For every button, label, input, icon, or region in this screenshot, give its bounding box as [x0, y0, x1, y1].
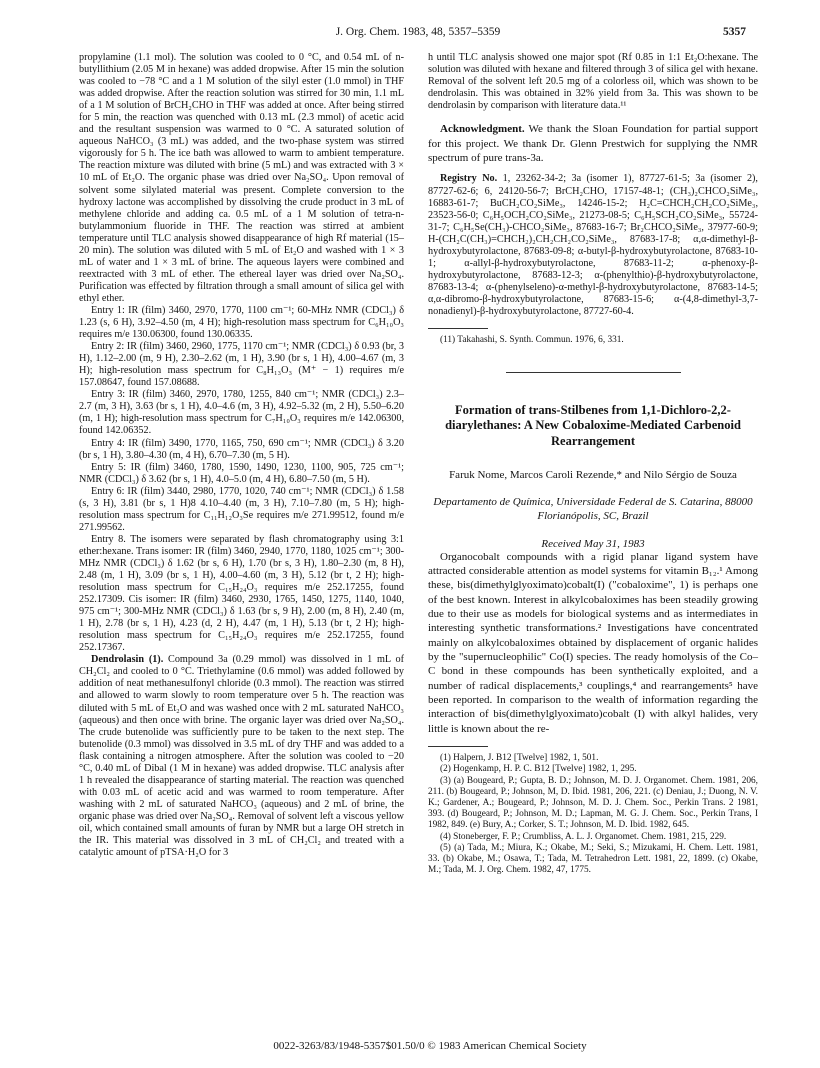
continued-paragraph: h until TLC analysis showed one major spot (Rf 0.85 in 1:1 Et₂O:hexane. The solution was diluted with hexane and filtered through 3 of silica gel with hexane. Removal of the solvent left 20.5 mg of a colorless oil, which was shown to be dendrolasin. This was obtained in 32% yield from 3a. This was shown to be dendrolasin by comparison with literature data.¹¹	[428, 52, 758, 112]
footnote: (3) (a) Bougeard, P.; Gupta, B. D.; Johnson, M. D. J. Organomet. Chem. 1981, 206, 211. (b) Bougeard, P.; Johnson, M, D. Ibid. 1981, 206, 221. (c) Deniau, J.; Duong, N. V. K.; Gardener, A.; Bougeard, P.; Johnson, M. D. J. Chem. Soc., Perkin Trans. 2 1981, 393. (d) Bougeard, P.; Johnson, M. D.; Lapman, M. G. J. Chem. Soc., Perkin Trans, I 1982, 849. (e) Bury, A.; Corker, S. T.; Johnson, M. D. Ibid. 1982, 645.	[428, 775, 758, 831]
experimental-paragraph: propylamine (1.1 mol). The solution was cooled to 0 °C, and 0.54 mL of n-butyllithium (2.05 M in hexane) was added dropwise. After 15 min the solution was cooled to −78 °C and a 1 M solution of the silyl ester (1.0 mmol) in THF was added dropwise. After the reaction solution was stirred for 30 min, 1.1 mL of a 1 M solution of BrCH₂CHO in THF was added at once. After being stirred for 5 min, the reaction was quenched with 0.13 mL (2.3 mmol) of acetic acid and the resultant suspension was warmed to 0 °C. A saturated solution of aqueous NaHCO₃ (3 mL) was added, and the two-phase system was stirred vigorously for 5 h. The ice bath was allowed to warm to ambient temperature. The reaction mixture was diluted with brine (5 mL) and was extracted with 3 × 10 mL of Et₂O. The organic phase was dried over Na₂SO₄. Upon removal of solvent some silylated material was present. Complete conversion to the hydroxy lactone was accomplished by dissolving the crude product in 3 mL of methylene chloride and adding ca. 0.5 mL of a 1 M solution of tetra-n-butylammonium fluoride in THF. The reaction was stirred at ambient temperature until TLC analysis showed disappearance of high Rf material (15–20 min). The solution was diluted with 5 mL of Et₂O and washed with 1 × 3 mL of water and 1 × 3 mL of brine. The aqueous layers were combined and reextracted with 3 mL of ether. The ethereal layer was dried over Na₂SO₄. Purification was effected by filtration through a small amount of silica gel with ethyl ether.	[79, 52, 404, 304]
entry-1: Entry 1: IR (film) 3460, 2970, 1770, 1100 cm⁻¹; 60-MHz NMR (CDCl₃) δ 1.23 (s, 6 H), 3.92–4.50 (m, 4 H); high-resolution mass spectrum for C₆H₁₀O₃ requires m/e 130.06300, found 130.06335.	[79, 304, 404, 341]
entry-5: Entry 5: IR (film) 3460, 1780, 1590, 1490, 1230, 1100, 905, 725 cm⁻¹; NMR (CDCl₃) δ 3.62 (br s, 1 H), 4.0–5.0 (m, 4 H), 6.80–7.50 (m, 5 H).	[79, 461, 404, 485]
received-date: Received May 31, 1983	[541, 537, 645, 550]
acknowledgment	[428, 122, 758, 165]
article-title: Formation of trans-Stilbenes from 1,1-Dichloro-2,2-diarylethanes: A New Cobaloxime-Mediated Carbenoid Rearrangement	[445, 403, 741, 448]
registry-numbers	[428, 173, 758, 318]
entry-4: Entry 4: IR (film) 3490, 1770, 1165, 750, 690 cm⁻¹; NMR (CDCl₃) δ 3.20 (br s, 1 H), 3.80–4.30 (m, 4 H), 6.70–7.30 (m, 5 H).	[79, 437, 404, 461]
footnote: (5) (a) Tada, M.; Miura, K.; Okabe, M.; Seki, S.; Mizukami, H. Chem. Lett. 1981, 33. (b) Okabe, M.; Osawa, T.; Tada, M. Tetrahedron Lett. 1981, 22, 1899. (c) Okabe, M.; Tada, M. J. Org. Chem. 1982, 47, 1775.	[428, 842, 758, 876]
dendrolasin-heading: Dendrolasin (1).	[91, 654, 164, 666]
registry-heading: Registry No.	[440, 173, 498, 185]
left-column	[79, 52, 404, 859]
acknowledgment-heading: Acknowledgment.	[440, 123, 525, 136]
dendrolasin-text: Compound 3a (0.29 mmol) was dissolved in 1 mL of CH₂Cl₂ and cooled to 0 °C. Triethylamine (0.6 mmol) was added followed by addition of neat methanesulfonyl chloride (0.3 mmol). The reaction was stirred and allowed to warm slowly to room temperature over 5 h. The reaction was diluted with 5 mL of Et₂O and was washed once with 2 mL saturated NaHCO₃ (aqueous) and then once with brine. The organic layer was dried over Na₂SO₄. The crude butenolide was sufficiently pure to be taken to the next step. The butenolide (0.3 mmol) was dissolved in 3.5 mL of dry THF and was added to a flask containing a nitrogen atmosphere. After the solution was cooled to −20 °C, 0.40 mL of Dibal (1 M in hexane) was added dropwise. TLC analysis after 1 h revealed the disappearance of starting material. The reaction was quenched with 0.03 mL of acetic acid and was warmed to room temperature. After washing with 2 mL of saturated NaHCO₃ (aqueous) and 2 mL of brine, the organic phase was dried over Na₂SO₄. Removal of solvent left a viscous yellow oil, which contained small amounts of furan by NMR but a large OH stretch in the IR. This material was dissolved in 3 mL of CH₂Cl₂ and treated with a catalytic amount of pTSA·H₂O for 3	[79, 654, 405, 859]
footnote: (1) Halpern, J. B12 [Twelve] 1982, 1, 501.	[440, 753, 599, 764]
footnote: (2) Hogenkamp, H. P. C. B12 [Twelve] 1982, 1, 295.	[440, 764, 637, 775]
running-header	[90, 26, 746, 42]
article-authors: Faruk Nome, Marcos Caroli Rezende,* and Nilo Sérgio de Souza	[449, 468, 737, 481]
article-body: Organocobalt compounds with a rigid planar ligand system have attracted considerable attention as model systems for vitamin B₁₂.¹ Among these, bis(dimethylglyoximato)cobalt(I) ("cobaloxime", 1) is perhaps one of the best known. Interest in alkylcobaloximes has been steadily growing due to their use as models for biological systems and as intermediates in interesting synthetic transformations.² Investigations have concentrated mainly on alkylcobaloximes obtained by displacement of organic halides by the "supernucleophilic" Co(I) species. The ready homolysis of the Co–C bond in these compounds has been synthetically exploited, and a number of radical displacements,³ couplings,⁴ and rearrangements⁵ have been reported. In comparison to the wealth of information regarding the interaction of bis(dimethylglyoximato)cobalt (I) with alkyl halides, very little is known about the re-	[428, 550, 758, 735]
dendrolasin-paragraph	[79, 654, 404, 859]
footnote-rule-2	[428, 746, 488, 747]
registry-text: 1, 23262-34-2; 3a (isomer 1), 87727-61-5; 3a (isomer 2), 87727-62-6; 6, 24120-56-7; BrCH₂CHO, 17157-48-1; (CH₃)₂CHCO₂SiMe₃, 16883-61-7; BuCH₂CO₂SiMe₃, 14246-15-2; H₂C=CHCH₂CH₂CO₂SiMe₃, 23523-56-0; C₆H₅OCH₂CO₂SiMe₃, 21273-08-5; C₆H₅SCH₂CO₂SiMe₃, 55724-31-7; C₆H₅Se(CH₃)-CHCO₂SiMe₃, 87683-16-7; Br₂CHCO₂SiMe₃, 37977-60-9; H-(CH₂C(CH₃)=CHCH₂)₂CH₂CH₂CO₂SiMe₃, 87683-17-8; α,α-dimethyl-β-hydroxybutyrolactone, 87683-09-8; α-butyl-β-hydroxybutyrolactone, 87683-10-1; α-allyl-β-hydroxybutyrolactone, 87683-11-2; α-phenoxy-β-hydroxybutyrolactone, 87683-12-3; α-(phenylthio)-β-hydroxybutyrolactone, 87683-13-4; α-(phenylseleno)-α-methyl-β-hydroxybutyrolactone, 87683-14-5; α,α-dibromo-β-hydroxybutyrolactone, 87683-15-6; α-(4,8-dimethyl-3,7-nonadienyl)-β-hydroxybutyrolactone, 87727-60-4.	[428, 173, 758, 317]
footnote-list	[428, 753, 758, 876]
entry-8: Entry 8. The isomers were separated by flash chromatography using 3:1 ether:hexane. Trans isomer: IR (film) 3460, 2940, 1770, 1180, 1025 cm⁻¹; 300-MHz NMR (CDCl₃) δ 1.62 (br s, 6 H), 1.70 (br s, 3 H), 1.80–2.30 (m, 8 H), 2.48 (m, 1 H), 3.09 (br s, 1 H), 4.00–4.60 (m, 3 H), 5.12 (br t, 2 H); high-resolution mass spectrum for C₁₅H₂₄O₃ requires m/e 252.17255, found 252.17309. Cis isomer: IR (film) 3460, 2930, 1765, 1450, 1275, 1140, 1040, 975 cm⁻¹; 300-MHz NMR (CDCl₃) δ 1.63 (br s, 9 H), 2.00 (m, 8 H), 2.40 (m, 1 H), 2.78 (br s, 1 H), 4.23 (d, 2 H), 4.47 (m, 1 H), 5.13 (br t, 2 H); high-resolution mass spectrum for C₁₅H₂₄O₃ requires m/e 252.17255, found 252.17367.	[79, 533, 404, 654]
article-divider	[506, 372, 681, 373]
footnote: (4) Stoneberger, F. P.; Crumbliss, A. L. J. Organomet. Chem. 1981, 215, 229.	[440, 831, 727, 842]
journal-citation: J. Org. Chem. 1983, 48, 5357–5359	[335, 26, 501, 38]
footnote-11: (11) Takahashi, S. Synth. Commun. 1976, 6, 331.	[440, 335, 624, 346]
acknowledgment-text: We thank the Sloan Foundation for partial support for this project. We thank Dr. Glenn Prestwich for supplying the NMR spectrum of pure trans-3a.	[428, 123, 758, 165]
right-column	[428, 52, 758, 876]
article-affiliation: Departamento de Química, Universidade Federal de S. Catarina, 88000 Florianópolis, SC, Brazil	[433, 496, 753, 523]
page-footer: 0022-3263/83/1948-5357$01.50/0 © 1983 American Chemical Society	[273, 1040, 587, 1052]
footnote-rule	[428, 328, 488, 329]
page-number: 5357	[723, 26, 746, 38]
entry-2: Entry 2: IR (film) 3460, 2960, 1775, 1170 cm⁻¹; NMR (CDCl₃) δ 0.93 (br, 3 H), 1.12–2.00 (m, 9 H), 2.30–2.62 (m, 1 H), 3.90 (br s, 1 H), 4.00–4.67 (m, 3 H); high-resolution mass spectrum for C₈H₁₃O₃ (M⁺ − 1) requires m/e 157.08647, found 157.08688.	[79, 341, 404, 389]
entry-6: Entry 6: IR (film) 3440, 2980, 1770, 1020, 740 cm⁻¹; NMR (CDCl₃) δ 1.58 (s, 3 H), 3.81 (br s, 1 H)8 4.10–4.40 (m, 3 H), 7.10–7.80 (m, 5 H); high-resolution mass spectrum for C₁₁H₁₂O₃Se requires m/e 271.99512, found m/e 271.99562.	[79, 485, 404, 533]
entry-3: Entry 3: IR (film) 3460, 2970, 1780, 1255, 840 cm⁻¹; NMR (CDCl₃) 2.3–2.7 (m, 3 H), 3.63 (br s, 1 H), 4.0–4.6 (m, 3 H), 4.92–5.32 (m, 2 H), 5.50–6.20 (m, 1 H); high-resolution mass spectrum for C₇H₁₀O₃ requires m/e 142.06300, found 142.06352.	[79, 389, 404, 437]
